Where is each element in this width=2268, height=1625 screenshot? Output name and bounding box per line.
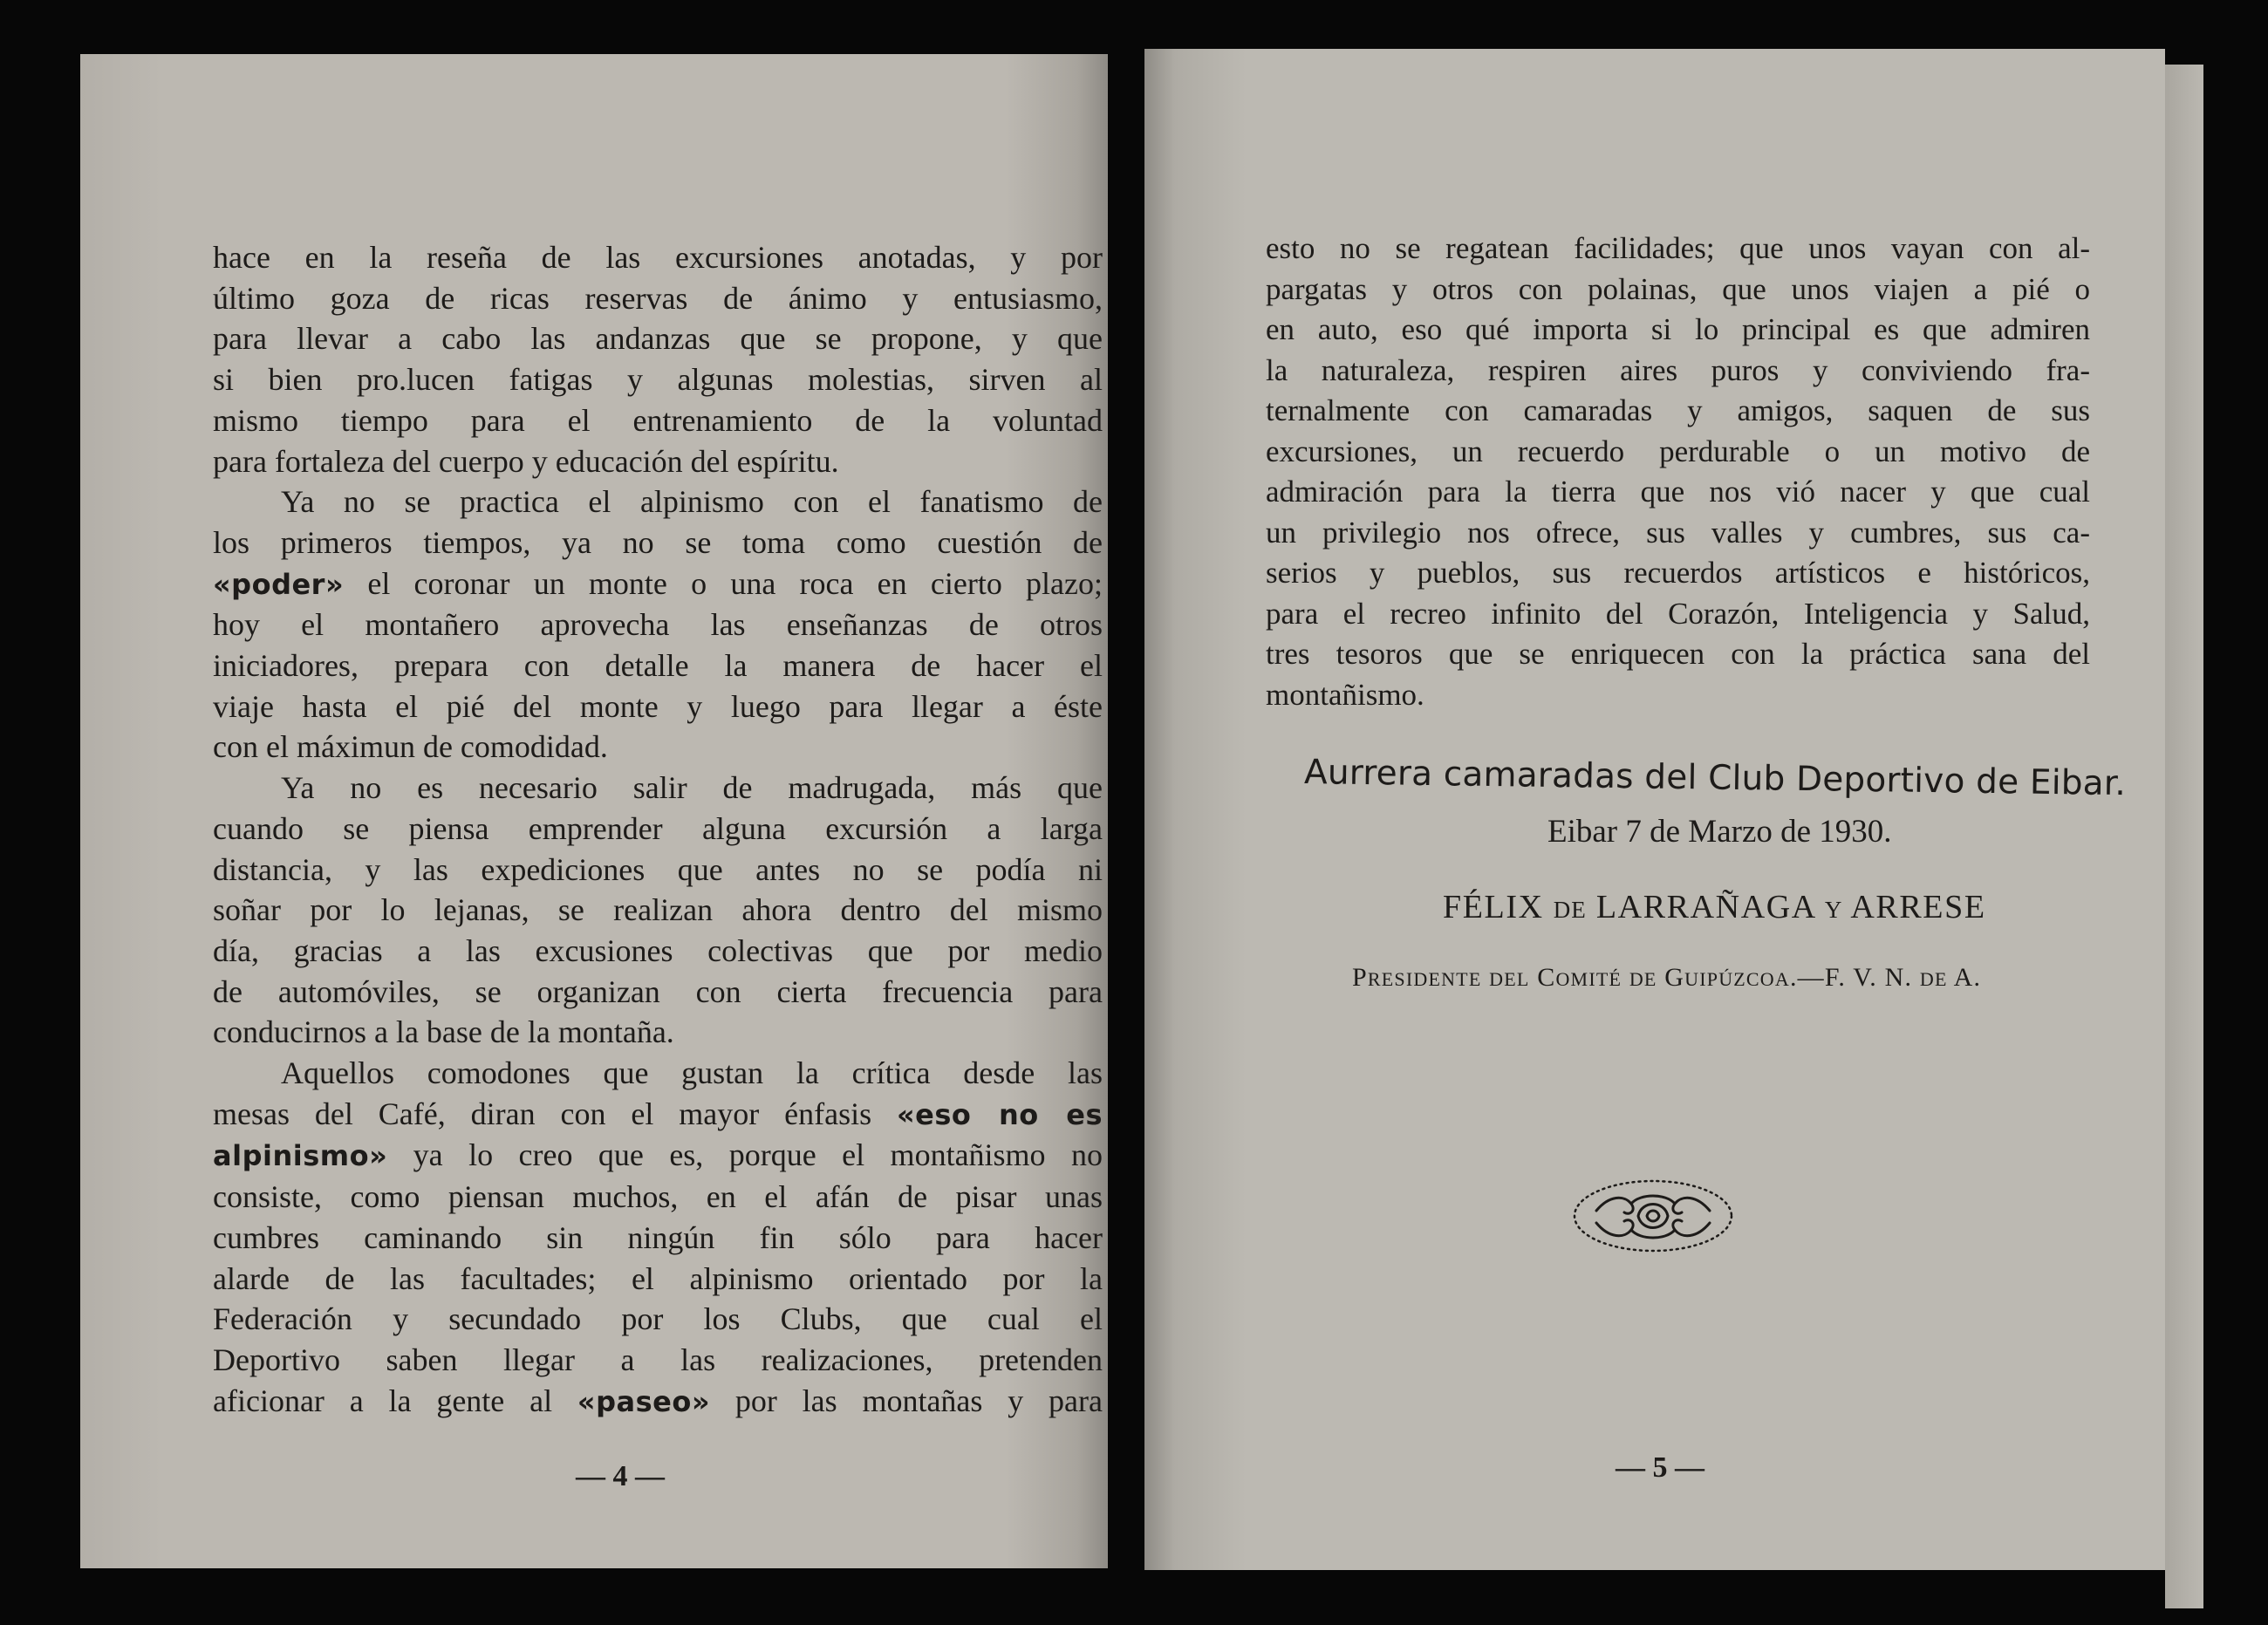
text-line: viaje hasta el pié del monte y luego para llegar a éste [213, 688, 1103, 724]
role-part: RESIDENTE [1367, 968, 1482, 990]
signer-surname: LARRAÑAGA [1595, 889, 1815, 925]
page-stack-edge [2165, 65, 2203, 1608]
role-part: P [1352, 963, 1368, 992]
text-line: cumbres caminando sin ningún fin sólo para hacer [213, 1219, 1103, 1255]
text-line: hoy el montañero aprovecha las enseñanzas de otros [213, 607, 1103, 643]
text-line: hace en la reseña de las excursiones anotadas, y por [213, 240, 1103, 275]
text-line: iniciadores, prepara con detalle la manera de hacer el [213, 648, 1103, 684]
text-line: distancia, y las expediciones que antes no se podía ni [213, 851, 1103, 887]
text-line: de automóviles, se organizan con cierta frecuencia para [213, 973, 1103, 1009]
closing-salutation: Aurrera camaradas del Club Deportivo de Eibar. [1303, 753, 2127, 804]
text-line: pargatas y otros con polainas, que unos viajen a pié o [1266, 271, 2090, 306]
text-line: mismo tiempo para el entrenamiento de la voluntad [213, 402, 1103, 438]
text-line: en auto, eso qué importa si lo principal es que admiren [1266, 312, 2090, 346]
role-part: OMITÉ [1555, 968, 1622, 990]
signer-name [1443, 888, 1986, 926]
text-line: día, gracias a las excusiones colectivas que por medio [213, 932, 1103, 968]
left-page-text [213, 237, 1103, 1422]
text-line: montañismo. [1266, 677, 1424, 712]
text-line: si bien pro.lucen fatigas y algunas molestias, sirven al [213, 362, 1103, 398]
text-fragment: por las montañas y para [734, 1383, 1103, 1418]
text-fragment: mesas del Café, diran con el mayor énfasis [213, 1096, 872, 1131]
text-line: esto no se regatean facilidades; que unos vayan con al- [1266, 231, 2090, 265]
text-line: Ya no es necesario salir de madrugada, más que [281, 770, 1103, 806]
ornament-icon [1570, 1176, 1736, 1256]
emphasis-paseo: «paseo» [577, 1384, 710, 1418]
text-line: un privilegio nos ofrece, sus valles y cumbres, sus ca- [1266, 515, 2090, 550]
text-line [213, 1135, 1103, 1177]
text-line [213, 1094, 1103, 1136]
role-part: C [1537, 963, 1556, 992]
text-line: para fortaleza del cuerpo y educación del espíritu. [213, 443, 839, 479]
text-line: serios y pueblos, sus recuerdos artísticos e históricos, [1266, 556, 2090, 590]
text-fragment: ya lo creo que es, porque el montañismo no [413, 1137, 1103, 1173]
signer-particle: DE [1553, 897, 1587, 923]
text-line: ternalmente con camaradas y amigos, saquen de sus [1266, 393, 2090, 427]
text-line: alarde de las facultades; el alpinismo orientado por la [213, 1260, 1103, 1296]
signer-role [1352, 963, 1981, 993]
text-line: excursiones, un recuerdo perdurable o un motivo de [1266, 434, 2090, 468]
signer-first-name: FÉLIX [1443, 889, 1544, 925]
page-number-right: — 5 — [1616, 1451, 1704, 1484]
role-part: A. [1953, 963, 1982, 992]
text-line: consiste, como piensan muchos, en el afán de pisar unas [213, 1179, 1103, 1215]
text-line: los primeros tiempos, ya no se toma como cuestión de [213, 524, 1103, 560]
role-part: UIPÚZCOA [1684, 968, 1790, 990]
text-line: Ya no se practica el alpinismo con el fanatismo de [281, 484, 1103, 520]
text-line: soñar por lo lejanas, se realizan ahora dentro del mismo [213, 892, 1103, 928]
text-line: con el máximun de comodidad. [213, 729, 608, 765]
text-fragment: el coronar un monte o una roca en cierto plazo; [367, 565, 1103, 601]
emphasis-poder: «poder» [213, 567, 345, 601]
right-page-text [1266, 229, 2090, 715]
text-line: Federación y secundado por los Clubs, que cual el [213, 1301, 1103, 1337]
text-line: tres tesoros que se enriquecen con la práctica sana del [1266, 637, 2090, 671]
text-line: Deportivo saben llegar a las realizaciones, pretenden [213, 1342, 1103, 1377]
text-line [213, 563, 1103, 605]
text-fragment: aficionar a la gente al [213, 1383, 553, 1418]
role-part: G [1664, 963, 1685, 992]
signer-conjunction: Y [1824, 897, 1843, 923]
signer-second-surname: ARRESE [1850, 889, 1986, 925]
page-number-left: — 4 — [576, 1460, 665, 1492]
text-line: admiración para la tierra que nos vió nacer y que cual [1266, 475, 2090, 509]
text-line [213, 1381, 1103, 1423]
right-page [1144, 49, 2165, 1570]
role-part: DE [1919, 968, 1948, 990]
text-line: para el recreo infinito del Corazón, Inteligencia y Salud, [1266, 596, 2090, 631]
signature-date: Eibar 7 de Marzo de 1930. [1547, 814, 1892, 850]
left-page [80, 54, 1108, 1568]
text-line: último goza de ricas reservas de ánimo y entusiasmo, [213, 280, 1103, 316]
emphasis-alpinismo: alpinismo» [213, 1139, 388, 1173]
role-part: .—F. V. N. [1789, 963, 1913, 992]
text-line: la naturaleza, respiren aires puros y conviviendo fra- [1266, 352, 2090, 387]
text-line: cuando se piensa emprender alguna excursión a larga [213, 810, 1103, 846]
text-line: conducirnos a la base de la montaña. [213, 1014, 674, 1050]
role-part: DEL [1489, 968, 1530, 990]
text-line: para llevar a cabo las andanzas que se propone, y que [213, 321, 1103, 357]
emphasis-eso-no-es: «eso no es [897, 1097, 1103, 1131]
text-line: Aquellos comodones que gustan la crítica desde las [281, 1055, 1103, 1091]
role-part: DE [1629, 968, 1657, 990]
